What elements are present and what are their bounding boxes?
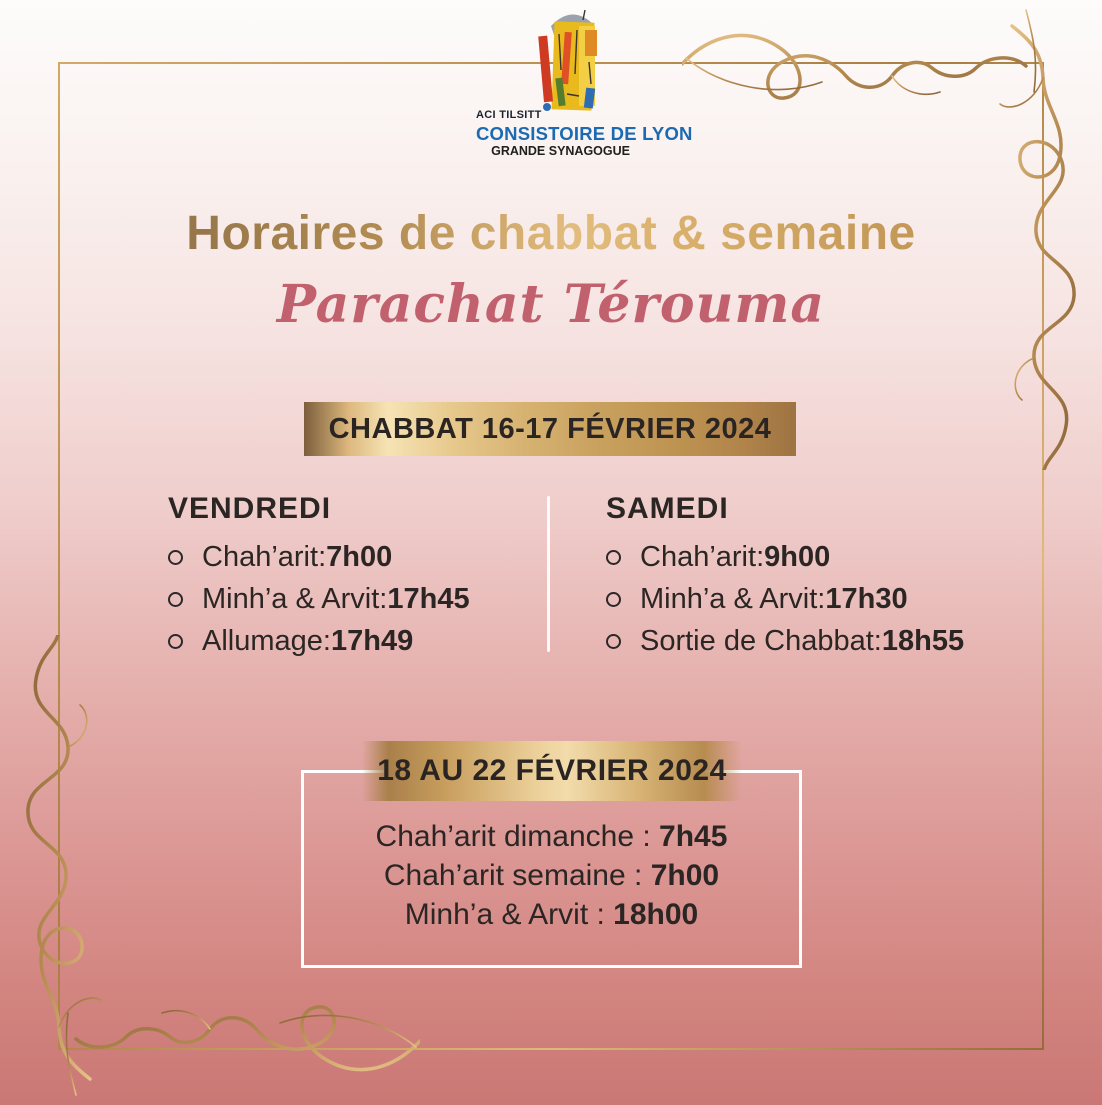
synagogue-painting-logo (533, 8, 611, 114)
bullet-circle-icon (168, 550, 183, 565)
schedule-item (168, 578, 470, 620)
item-label: Minh’a & Arvit (640, 582, 818, 615)
shabbat-date-banner: CHABBAT 16-17 FÉVRIER 2024 (304, 402, 796, 456)
logo-org-small: ACI TILSITT (476, 109, 542, 121)
item-label: Minh’a & Arvit (404, 898, 589, 931)
schedule-item (606, 620, 964, 662)
item-label: Sortie de Chabbat (640, 624, 874, 657)
logo-org-name: CONSISTOIRE DE LYON (476, 122, 693, 144)
item-label: Chah’arit semaine (383, 859, 626, 892)
item-separator: : (625, 859, 651, 892)
item-time: 18h00 (613, 898, 699, 931)
schedule-item (168, 536, 470, 578)
week-date-banner: 18 AU 22 FÉVRIER 2024 (362, 741, 742, 801)
item-time: 17h30 (825, 582, 908, 615)
item-label: Chah’arit dimanche (375, 820, 635, 853)
item-time: 9h00 (764, 540, 831, 573)
item-time: 17h45 (387, 582, 470, 615)
item-separator: : (756, 540, 765, 573)
week-schedule-item (304, 856, 799, 895)
week-schedule-lines (304, 817, 799, 934)
item-separator: : (634, 820, 660, 853)
poster-subtitle: Parachat Térouma (276, 274, 826, 335)
column-divider (547, 496, 550, 652)
bullet-circle-icon (606, 634, 621, 649)
item-time: 7h00 (326, 540, 393, 573)
column-friday (168, 492, 470, 662)
item-separator: : (588, 898, 614, 931)
item-separator: : (873, 624, 882, 657)
schedule-item (606, 536, 964, 578)
poster-title: Horaires de chabbat & semaine (0, 206, 1102, 261)
item-label: Chah’arit (202, 540, 319, 573)
bullet-circle-icon (606, 550, 621, 565)
logo-org-sub: GRANDE SYNAGOGUE (491, 143, 630, 158)
schedule-item (168, 620, 470, 662)
item-label: Allumage (202, 624, 323, 657)
bullet-circle-icon (606, 592, 621, 607)
item-time: 7h00 (650, 859, 720, 892)
day-header-friday: VENDREDI (168, 492, 332, 525)
week-schedule-item (304, 895, 799, 934)
item-time: 7h45 (659, 820, 728, 853)
week-schedule-item (304, 817, 799, 856)
item-separator: : (318, 540, 327, 573)
bullet-circle-icon (168, 634, 183, 649)
saturday-items (606, 536, 964, 662)
item-separator: : (322, 624, 331, 657)
day-header-saturday: SAMEDI (606, 492, 729, 525)
schedule-item (606, 578, 964, 620)
friday-items (168, 536, 470, 662)
item-separator: : (379, 582, 388, 615)
logo-text-block (476, 109, 693, 158)
item-time: 17h49 (330, 624, 414, 657)
item-label: Chah’arit (640, 540, 757, 573)
column-saturday (606, 492, 964, 662)
item-label: Minh’a & Arvit (202, 582, 380, 615)
item-separator: : (817, 582, 826, 615)
item-time: 18h55 (881, 624, 965, 657)
bullet-circle-icon (168, 592, 183, 607)
